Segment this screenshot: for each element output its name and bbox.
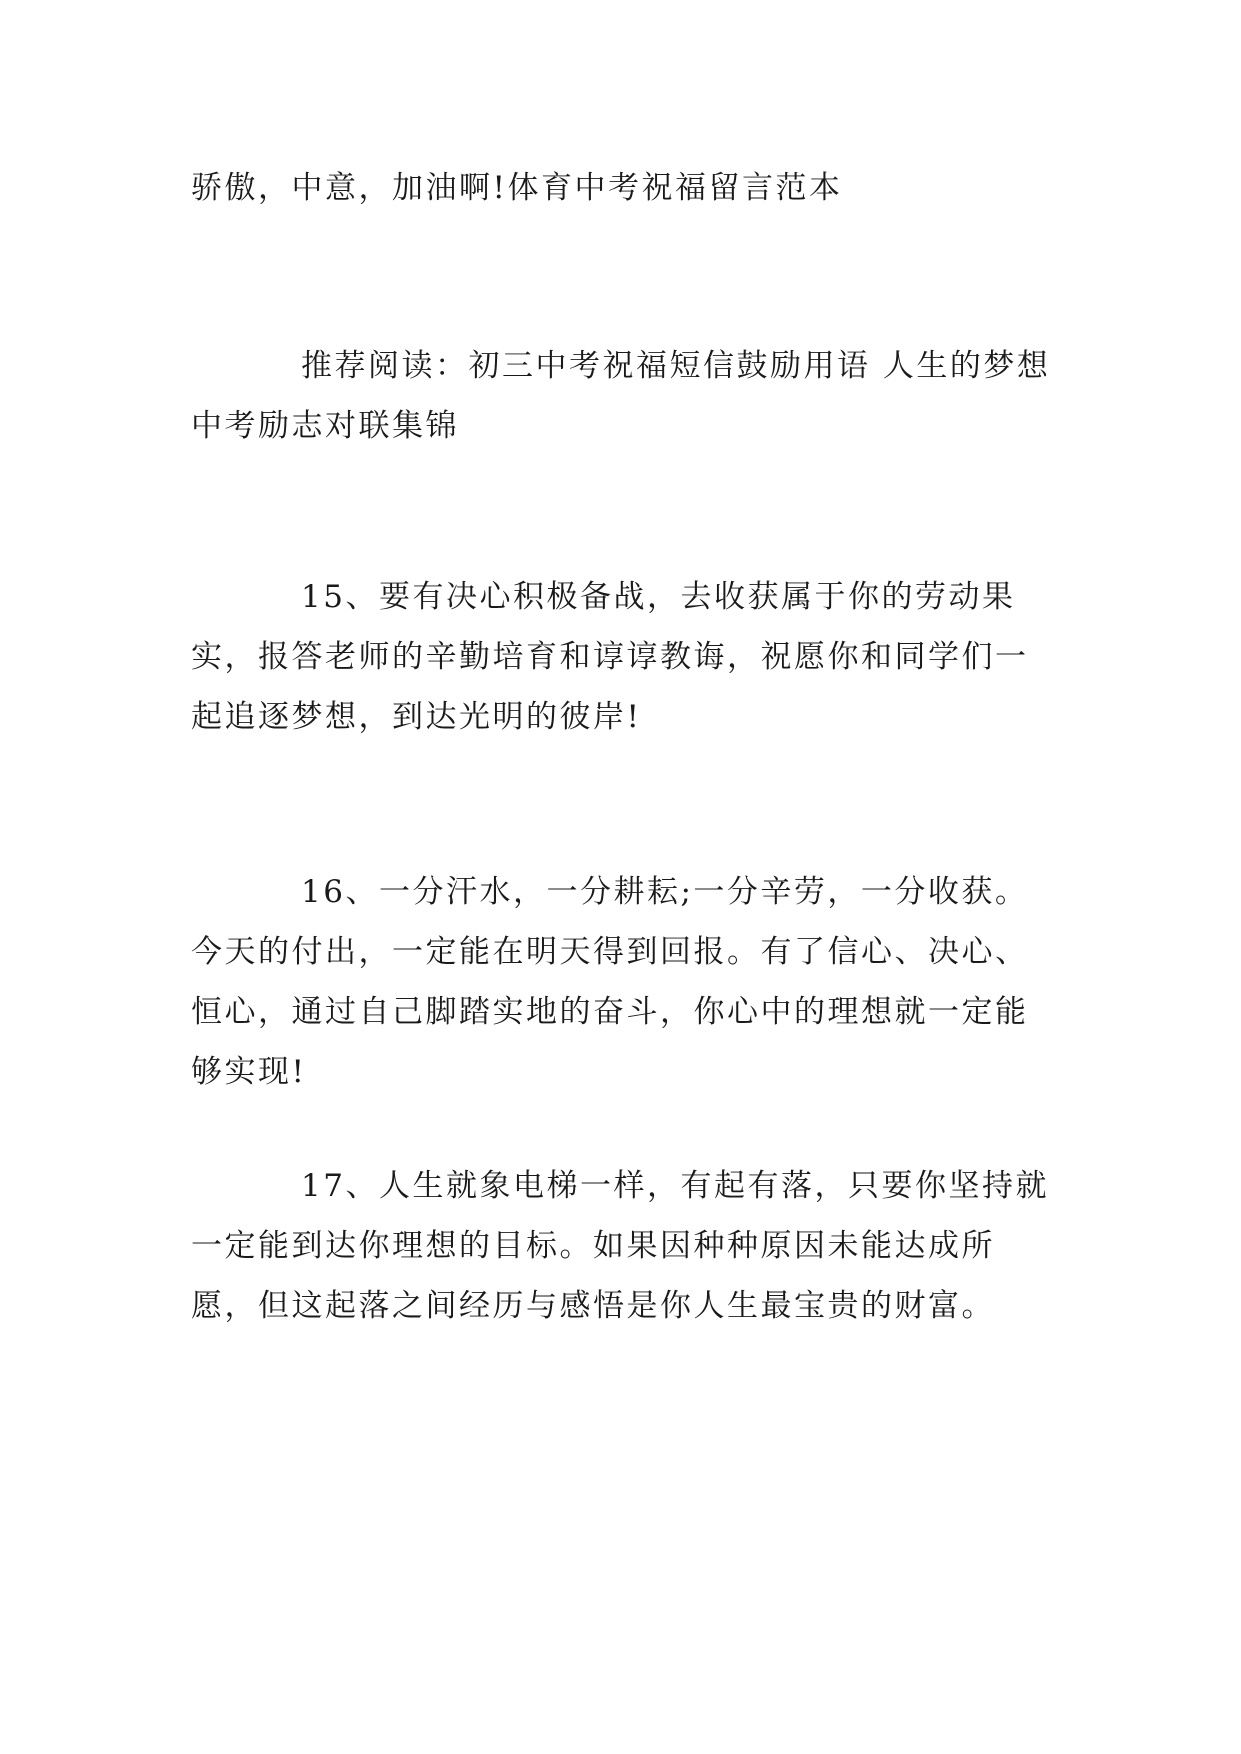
paragraph-15: 15、要有决心积极备战，去收获属于你的劳动果实，报答老师的辛勤培育和谆谆教诲，祝愿你和同学们一起追逐梦想，到达光明的彼岸!	[191, 579, 1029, 735]
paragraph-16: 16、一分汗水，一分耕耘;一分辛劳，一分收获。今天的付出，一定能在明天得到回报。有了信心、决心、恒心，通过自己脚踏实地的奋斗，你心中的理想就一定能够实现!	[191, 874, 1029, 1090]
paragraph-title-line: 骄傲，中意，加油啊!体育中考祝福留言范本	[191, 170, 843, 206]
paragraph-17: 17、人生就象电梯一样，有起有落，只要你坚持就一定能到达你理想的目标。如果因种种原因未能达成所愿，但这起落之间经历与感悟是你人生最宝贵的财富。	[191, 1168, 1049, 1324]
paragraph-recommended-reading: 推荐阅读：初三中考祝福短信鼓励用语 人生的梦想中考励志对联集锦	[191, 348, 1051, 444]
